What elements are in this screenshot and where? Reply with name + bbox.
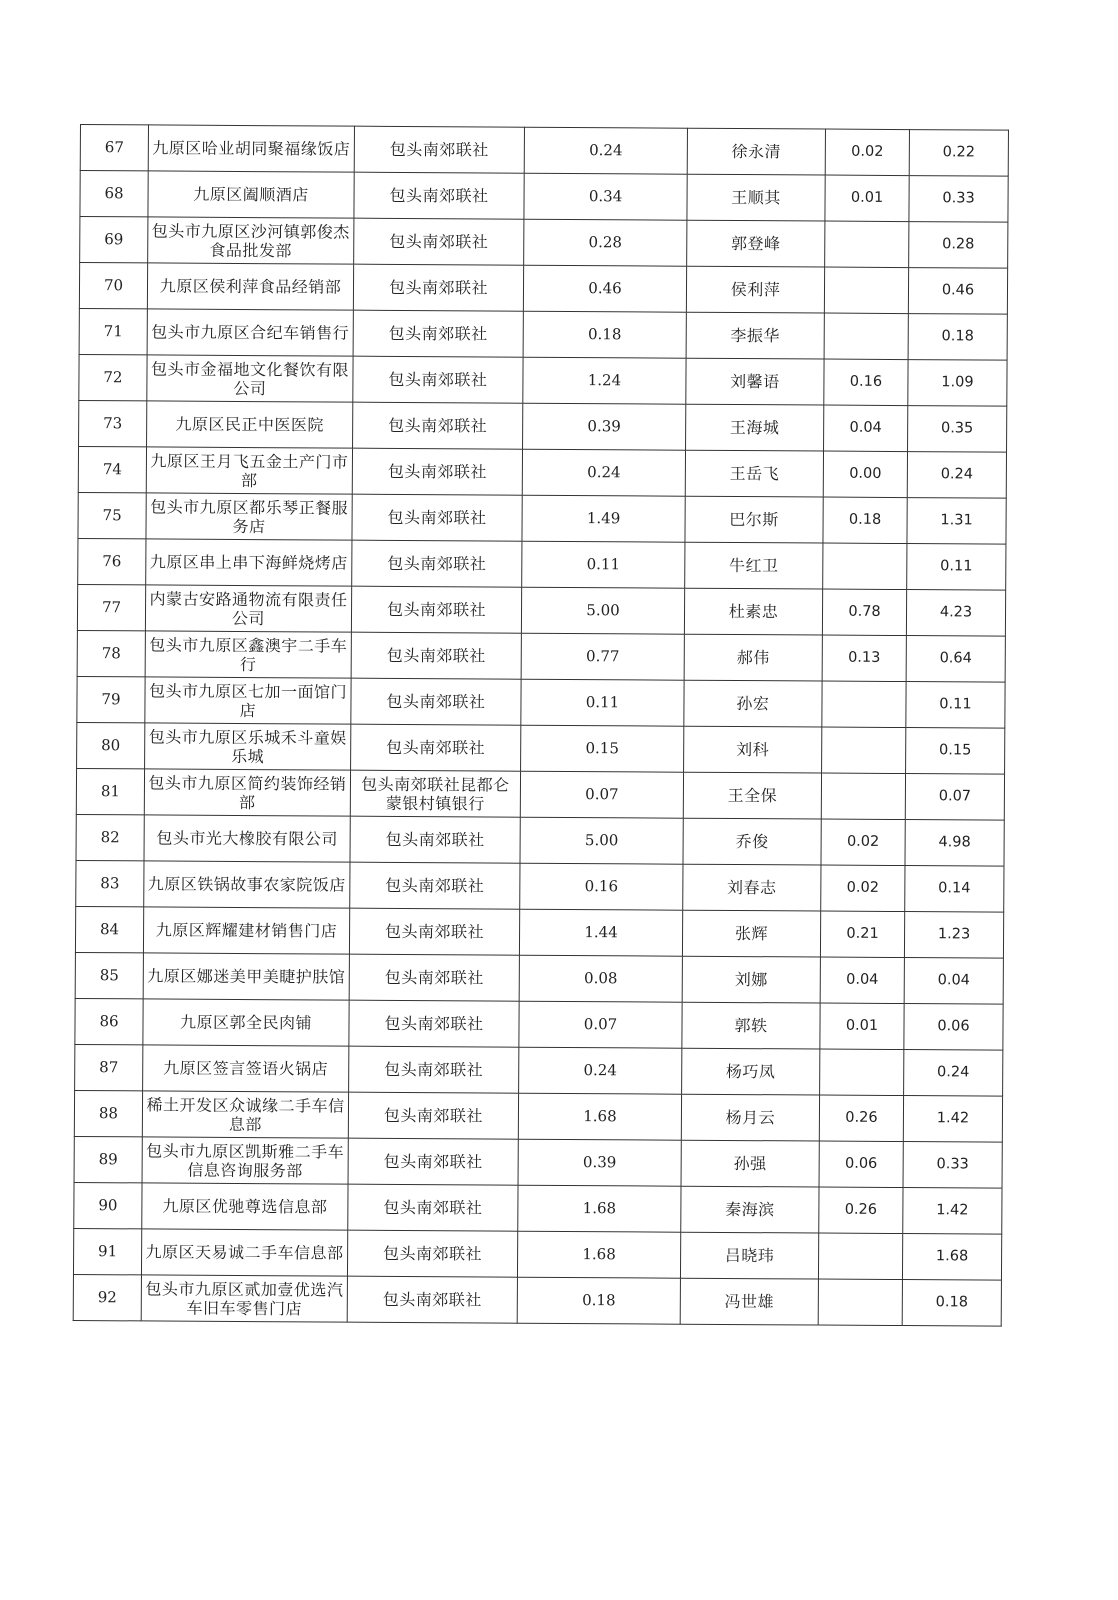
bank-name: 包头南郊联社 [354,172,524,219]
value-b: 0.14 [905,866,1004,913]
value-a: 0.01 [825,175,909,222]
bank-name: 包头南郊联社 [350,862,520,909]
loan-amount: 1.49 [522,495,685,542]
table-row [75,1044,1003,1096]
value-a [822,681,906,728]
business-name: 内蒙古安路通物流有限责任公司 [145,585,351,632]
bank-name: 包头南郊联社 [349,1000,519,1047]
person-name: 冯世雄 [680,1278,818,1325]
row-number: 92 [73,1274,141,1320]
business-name: 九原区王月飞五金土产门市部 [146,447,352,494]
row-number: 67 [80,125,148,171]
row-number: 76 [78,538,146,584]
value-a: 0.78 [822,589,906,636]
row-number: 80 [77,722,145,768]
value-a [818,1233,902,1280]
bank-name: 包头南郊联社 [351,632,521,679]
value-a [823,543,907,590]
person-name: 牛红卫 [685,542,823,589]
row-number: 74 [78,446,146,492]
bank-name: 包头南郊联社 [349,954,519,1001]
value-a: 0.18 [823,497,907,544]
business-name: 稀土开发区众诚缘二手车信息部 [142,1091,348,1138]
person-name: 巴尔斯 [685,496,823,543]
business-name: 包头市九原区凯斯雅二手车信息咨询服务部 [142,1137,348,1184]
business-name: 九原区天易诚二手车信息部 [141,1229,347,1276]
business-name: 包头市九原区鑫澳宇二手车行 [145,631,351,678]
person-name: 郝伟 [684,634,822,681]
person-name: 徐永清 [687,128,825,175]
row-number: 73 [79,400,147,446]
person-name: 杨巧凤 [682,1048,820,1095]
bank-name: 包头南郊联社 [349,908,519,955]
row-number: 88 [74,1090,142,1136]
row-number: 90 [74,1182,142,1228]
table-row [79,308,1007,360]
loan-amount: 0.18 [517,1277,680,1324]
business-name: 包头市九原区沙河镇郭俊杰食品批发部 [148,217,354,264]
value-b: 0.11 [907,544,1006,591]
table-row [75,998,1003,1050]
person-name: 刘馨语 [686,358,824,405]
row-number: 83 [76,860,144,906]
value-a [818,1279,902,1326]
bank-name: 包头南郊联社 [352,448,522,495]
row-number: 75 [78,492,146,538]
value-b: 0.18 [908,314,1007,361]
row-number: 70 [79,263,147,309]
person-name: 李振华 [686,312,824,359]
value-b: 0.24 [904,1050,1003,1097]
bank-name: 包头南郊联社 [352,540,522,587]
loan-amount: 0.16 [520,863,683,910]
loan-amount: 0.15 [521,725,684,772]
value-a: 0.16 [824,359,908,406]
person-name: 王岳飞 [685,450,823,497]
table-row [73,1274,1001,1326]
bank-name: 包头南郊联社 [348,1092,518,1139]
value-a [820,1049,904,1096]
person-name: 孙强 [681,1140,819,1187]
table-row [79,400,1007,452]
value-b: 1.23 [904,912,1003,959]
value-b: 0.22 [909,130,1008,177]
business-name: 九原区侯利萍食品经销部 [147,263,353,310]
loan-amount: 1.44 [519,909,682,956]
value-a [824,267,908,314]
person-name: 侯利萍 [686,266,824,313]
person-name: 乔俊 [683,818,821,865]
value-a [821,773,905,820]
value-b: 1.68 [902,1234,1001,1281]
value-a: 0.13 [822,635,906,682]
business-name: 九原区郭全民肉铺 [143,999,349,1046]
loan-amount: 0.39 [523,403,686,450]
loan-amount: 1.68 [518,1093,681,1140]
person-name: 王全保 [683,772,821,819]
loan-amount: 0.11 [521,679,684,726]
value-a: 0.02 [825,129,909,176]
loan-amount: 1.68 [518,1185,681,1232]
bank-name: 包头南郊联社 [347,1230,517,1277]
bank-name: 包头南郊联社 [352,494,522,541]
bank-name: 包头南郊联社 [348,1138,518,1185]
loan-amount: 0.07 [519,1001,682,1048]
loan-amount: 0.46 [523,265,686,312]
value-b: 0.33 [909,176,1008,223]
bank-name: 包头南郊联社 [353,402,523,449]
value-b: 0.06 [904,1004,1003,1051]
value-b: 1.42 [903,1096,1002,1143]
value-a: 0.04 [820,957,904,1004]
loan-table [73,124,1009,1327]
person-name: 刘科 [684,726,822,773]
bank-name: 包头南郊联社 [354,218,524,265]
business-name: 九原区串上串下海鲜烧烤店 [146,539,352,586]
row-number: 91 [73,1228,141,1274]
table-row [75,906,1003,958]
value-b: 1.31 [907,498,1006,545]
row-number: 78 [77,630,145,676]
bank-name: 包头南郊联社 [348,1184,518,1231]
table-row [80,125,1008,177]
loan-amount: 0.07 [520,771,683,818]
table-body [73,125,1008,1327]
bank-name: 包头南郊联社 [347,1276,517,1323]
loan-amount: 0.34 [524,173,687,220]
value-a: 0.04 [824,405,908,452]
table-row [77,584,1005,636]
value-a: 0.26 [819,1095,903,1142]
value-a: 0.06 [819,1141,903,1188]
loan-amount: 0.24 [522,449,685,496]
value-b: 0.24 [907,452,1006,499]
row-number: 77 [77,584,145,630]
business-name: 九原区辉耀建材销售门店 [143,907,349,954]
row-number: 69 [80,217,148,263]
table-row [76,814,1004,866]
business-name: 包头市九原区贰加壹优选汽车旧车零售门店 [141,1275,347,1322]
table-row [74,1136,1002,1188]
loan-amount: 1.24 [523,357,686,404]
person-name: 刘娜 [682,956,820,1003]
bank-name: 包头南郊联社 [351,724,521,771]
row-number: 86 [75,998,143,1044]
value-b: 0.11 [906,682,1005,729]
value-b: 0.07 [905,774,1004,821]
loan-amount: 5.00 [521,587,684,634]
loan-amount: 1.68 [517,1231,680,1278]
row-number: 72 [79,354,147,400]
loan-amount: 0.08 [519,955,682,1002]
loan-amount: 0.11 [522,541,685,588]
row-number: 81 [76,768,144,814]
row-number: 89 [74,1136,142,1182]
person-name: 吕晓玮 [680,1232,818,1279]
table-row [78,492,1006,544]
person-name: 王顺其 [687,174,825,221]
business-name: 包头市九原区乐城禾斗童娱乐城 [145,723,351,770]
business-name: 包头市金福地文化餐饮有限公司 [147,355,353,402]
table-row [77,722,1005,774]
value-b: 0.35 [908,406,1007,453]
table-row [79,354,1007,406]
business-name: 九原区阖顺酒店 [148,171,354,218]
loan-amount: 0.28 [524,219,687,266]
person-name: 王海城 [686,404,824,451]
row-number: 85 [75,952,143,998]
business-name: 包头市光大橡胶有限公司 [144,815,350,862]
person-name: 杨月云 [681,1094,819,1141]
value-b: 0.33 [903,1142,1002,1189]
table-row [78,538,1006,590]
business-name: 包头市九原区都乐琴正餐服务店 [146,493,352,540]
value-b: 0.64 [906,636,1005,683]
bank-name: 包头南郊联社 [349,1046,519,1093]
loan-amount: 0.24 [524,127,687,174]
row-number: 68 [80,171,148,217]
table-row [78,446,1006,498]
value-b: 0.46 [908,268,1007,315]
table-row [76,860,1004,912]
person-name: 杜素忠 [684,588,822,635]
value-b: 0.18 [902,1280,1001,1327]
value-b: 4.23 [906,590,1005,637]
row-number: 71 [79,308,147,354]
person-name: 孙宏 [684,680,822,727]
person-name: 秦海滨 [681,1186,819,1233]
value-a: 0.21 [820,911,904,958]
loan-amount: 0.77 [521,633,684,680]
bank-name: 包头南郊联社 [353,356,523,403]
value-b: 1.09 [908,360,1007,407]
business-name: 九原区铁锅故事农家院饭店 [144,861,350,908]
value-b: 0.04 [904,958,1003,1005]
table-row [80,171,1008,223]
bank-name: 包头南郊联社 [354,126,524,173]
person-name: 郭登峰 [687,220,825,267]
business-name: 九原区签言签语火锅店 [143,1045,349,1092]
table-row [74,1090,1002,1142]
bank-name: 包头南郊联社 [353,264,523,311]
table-row [76,768,1004,820]
value-b: 1.42 [903,1188,1002,1235]
value-a [824,313,908,360]
bank-name: 包头南郊联社 [351,586,521,633]
bank-name: 包头南郊联社 [353,310,523,357]
business-name: 包头市九原区合纪车销售行 [147,309,353,356]
bank-name: 包头南郊联社 [351,678,521,725]
business-name: 九原区优驰尊选信息部 [142,1183,348,1230]
value-a: 0.01 [820,1003,904,1050]
loan-amount: 5.00 [520,817,683,864]
value-a [825,221,909,268]
table-row [77,676,1005,728]
value-b: 4.98 [905,820,1004,867]
business-name: 包头市九原区简约装饰经销部 [144,769,350,816]
table-row [79,263,1007,315]
value-a: 0.00 [823,451,907,498]
business-name: 九原区哈业胡同聚福缘饭店 [148,125,354,172]
value-a: 0.02 [821,819,905,866]
value-b: 0.15 [906,728,1005,775]
bank-name: 包头南郊联社 [350,816,520,863]
row-number: 79 [77,676,145,722]
table-row [80,217,1008,269]
row-number: 84 [75,906,143,952]
row-number: 87 [75,1044,143,1090]
loan-amount: 0.24 [519,1047,682,1094]
business-name: 包头市九原区七加一面馆门店 [145,677,351,724]
person-name: 刘春志 [683,864,821,911]
loan-amount: 0.39 [518,1139,681,1186]
person-name: 郭轶 [682,1002,820,1049]
value-a: 0.26 [819,1187,903,1234]
loan-amount: 0.18 [523,311,686,358]
business-name: 九原区娜迷美甲美睫护肤馆 [143,953,349,1000]
table-row [77,630,1005,682]
table-row [74,1182,1002,1234]
row-number: 82 [76,814,144,860]
bank-name: 包头南郊联社昆都仑蒙银村镇银行 [350,770,520,817]
value-a [822,727,906,774]
table-row [75,952,1003,1004]
table-row [73,1228,1001,1280]
business-name: 九原区民正中医医院 [147,401,353,448]
value-b: 0.28 [909,222,1008,269]
value-a: 0.02 [821,865,905,912]
person-name: 张辉 [682,910,820,957]
